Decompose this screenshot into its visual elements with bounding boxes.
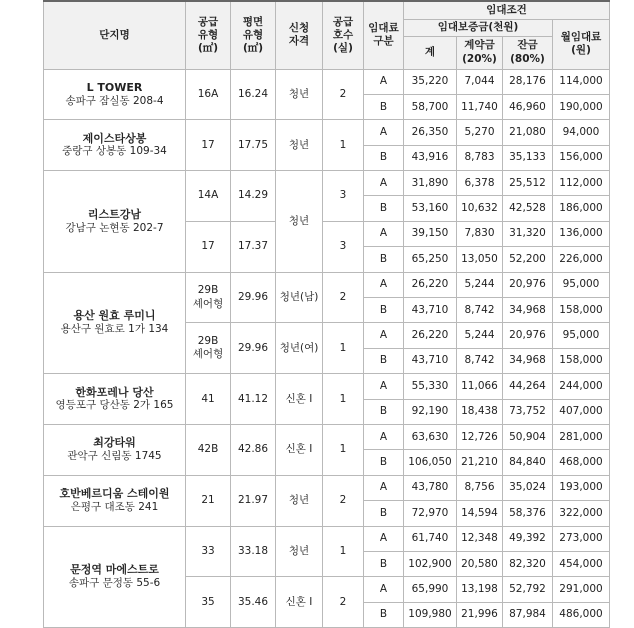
complex-name: 리스트강남 [87, 207, 142, 221]
deposit-total-cell: 39,150 [404, 221, 457, 246]
complex-address: 강남구 논현동 202-7 [65, 221, 164, 234]
balance-cell: 49,392 [503, 526, 553, 551]
monthly-rent-cell: 193,000 [553, 475, 610, 500]
complex-cell [44, 272, 186, 374]
deposit-total-cell: 31,890 [404, 171, 457, 196]
supply-type-cell: 17 [186, 221, 231, 272]
supply-units-cell: 2 [323, 69, 364, 120]
deposit-total-cell: 26,220 [404, 323, 457, 348]
down-payment-cell: 18,438 [457, 399, 503, 424]
deposit-total-cell: 26,220 [404, 272, 457, 297]
area-type-cell: 17.37 [231, 221, 276, 272]
complex-cell [44, 120, 186, 171]
balance-cell: 21,080 [503, 120, 553, 145]
deposit-total-cell: 63,630 [404, 424, 457, 449]
area-type-cell: 16.24 [231, 69, 276, 120]
supply-units-cell: 3 [323, 221, 364, 272]
monthly-rent-cell: 244,000 [553, 374, 610, 399]
monthly-rent-cell: 468,000 [553, 450, 610, 475]
header-deposit: 임대보증금(천원) [404, 19, 553, 36]
balance-cell: 44,264 [503, 374, 553, 399]
supply-type-cell: 33 [186, 526, 231, 577]
deposit-total-cell: 65,990 [404, 577, 457, 602]
balance-cell: 25,512 [503, 171, 553, 196]
area-type-cell: 29.96 [231, 272, 276, 323]
lease-class-cell: B [364, 602, 404, 627]
down-payment-cell: 21,996 [457, 602, 503, 627]
monthly-rent-cell: 407,000 [553, 399, 610, 424]
header-supply-units: 공급 호수 (실) [323, 1, 364, 69]
down-payment-cell: 10,632 [457, 196, 503, 221]
lease-class-cell: A [364, 424, 404, 449]
header-complex: 단지명 [44, 1, 186, 69]
supply-units-cell: 1 [323, 424, 364, 475]
supply-type-cell: 35 [186, 577, 231, 628]
complex-cell [44, 374, 186, 425]
supply-type-cell: 29B 셰어형 [186, 272, 231, 323]
complex-address: 용산구 원효로 1가 134 [60, 323, 169, 336]
complex-address: 영등포구 당산동 2가 165 [55, 399, 174, 412]
deposit-total-cell: 61,740 [404, 526, 457, 551]
header-down-payment: 계약금 (20%) [457, 36, 503, 69]
balance-cell: 35,133 [503, 145, 553, 170]
deposit-total-cell: 109,980 [404, 602, 457, 627]
monthly-rent-cell: 281,000 [553, 424, 610, 449]
balance-cell: 52,200 [503, 247, 553, 272]
down-payment-cell: 8,783 [457, 145, 503, 170]
deposit-total-cell: 43,780 [404, 475, 457, 500]
deposit-total-cell: 43,710 [404, 298, 457, 323]
balance-cell: 50,904 [503, 424, 553, 449]
header-qualification: 신청 자격 [276, 1, 323, 69]
lease-class-cell: B [364, 450, 404, 475]
complex-name: 문정역 마에스트로 [70, 563, 159, 577]
down-payment-cell: 5,244 [457, 323, 503, 348]
monthly-rent-cell: 322,000 [553, 501, 610, 526]
table-row [44, 424, 610, 449]
deposit-total-cell: 43,710 [404, 348, 457, 373]
monthly-rent-cell: 156,000 [553, 145, 610, 170]
monthly-rent-cell: 486,000 [553, 602, 610, 627]
deposit-total-cell: 72,970 [404, 501, 457, 526]
down-payment-cell: 20,580 [457, 551, 503, 576]
balance-cell: 35,024 [503, 475, 553, 500]
lease-class-cell: A [364, 272, 404, 297]
down-payment-cell: 13,198 [457, 577, 503, 602]
deposit-total-cell: 26,350 [404, 120, 457, 145]
lease-class-cell: A [364, 171, 404, 196]
complex-cell [44, 475, 186, 526]
deposit-total-cell: 106,050 [404, 450, 457, 475]
complex-name: 최강타워 [93, 436, 136, 450]
monthly-rent-cell: 94,000 [553, 120, 610, 145]
lease-class-cell: B [364, 196, 404, 221]
complex-name: L TOWER [86, 80, 143, 94]
balance-cell: 20,976 [503, 272, 553, 297]
table-row [44, 120, 610, 145]
lease-class-cell: A [364, 577, 404, 602]
table-row [44, 171, 610, 196]
down-payment-cell: 11,066 [457, 374, 503, 399]
monthly-rent-cell: 95,000 [553, 272, 610, 297]
supply-type-cell: 42B [186, 424, 231, 475]
lease-class-cell: B [364, 551, 404, 576]
lease-class-cell: B [364, 145, 404, 170]
table-row [44, 272, 610, 297]
lease-class-cell: B [364, 501, 404, 526]
deposit-total-cell: 53,160 [404, 196, 457, 221]
down-payment-cell: 8,756 [457, 475, 503, 500]
qualification-cell: 신혼 I [276, 374, 323, 425]
down-payment-cell: 14,594 [457, 501, 503, 526]
deposit-total-cell: 102,900 [404, 551, 457, 576]
header-monthly-rent: 월임대료 (원) [553, 19, 610, 69]
monthly-rent-cell: 273,000 [553, 526, 610, 551]
deposit-total-cell: 92,190 [404, 399, 457, 424]
supply-type-cell: 29B 셰어형 [186, 323, 231, 374]
area-type-cell: 14.29 [231, 171, 276, 222]
supply-units-cell: 2 [323, 272, 364, 323]
complex-cell [44, 171, 186, 273]
header-area-type: 평면 유형 (㎡) [231, 1, 276, 69]
lease-class-cell: A [364, 475, 404, 500]
supply-type-cell: 14A [186, 171, 231, 222]
table-row [44, 69, 610, 94]
complex-cell [44, 69, 186, 120]
lease-class-cell: A [364, 526, 404, 551]
area-type-cell: 17.75 [231, 120, 276, 171]
supply-type-cell: 17 [186, 120, 231, 171]
balance-cell: 20,976 [503, 323, 553, 348]
supply-units-cell: 1 [323, 323, 364, 374]
lease-class-cell: A [364, 374, 404, 399]
lease-conditions-table [43, 0, 610, 628]
header-lease-terms: 임대조건 [404, 1, 610, 19]
monthly-rent-cell: 114,000 [553, 69, 610, 94]
deposit-total-cell: 58,700 [404, 94, 457, 119]
deposit-total-cell: 55,330 [404, 374, 457, 399]
complex-cell [44, 424, 186, 475]
down-payment-cell: 12,348 [457, 526, 503, 551]
down-payment-cell: 5,270 [457, 120, 503, 145]
down-payment-cell: 21,210 [457, 450, 503, 475]
supply-units-cell: 2 [323, 475, 364, 526]
balance-cell: 84,840 [503, 450, 553, 475]
table-row [44, 526, 610, 551]
area-type-cell: 42.86 [231, 424, 276, 475]
down-payment-cell: 7,830 [457, 221, 503, 246]
area-type-cell: 41.12 [231, 374, 276, 425]
balance-cell: 42,528 [503, 196, 553, 221]
lease-class-cell: B [364, 399, 404, 424]
qualification-cell: 청년 [276, 120, 323, 171]
qualification-cell: 청년 [276, 526, 323, 577]
balance-cell: 82,320 [503, 551, 553, 576]
area-type-cell: 29.96 [231, 323, 276, 374]
header-total: 계 [404, 36, 457, 69]
down-payment-cell: 5,244 [457, 272, 503, 297]
complex-address: 중랑구 상봉동 109-34 [62, 145, 167, 158]
balance-cell: 46,960 [503, 94, 553, 119]
supply-units-cell: 1 [323, 120, 364, 171]
lease-class-cell: A [364, 221, 404, 246]
lease-class-cell: B [364, 298, 404, 323]
header-supply-type: 공급 유형 (㎡) [186, 1, 231, 69]
area-type-cell: 33.18 [231, 526, 276, 577]
qualification-cell: 청년 [276, 475, 323, 526]
monthly-rent-cell: 158,000 [553, 298, 610, 323]
balance-cell: 58,376 [503, 501, 553, 526]
deposit-total-cell: 65,250 [404, 247, 457, 272]
lease-class-cell: B [364, 348, 404, 373]
complex-name: 호반베르디움 스테이원 [59, 487, 170, 501]
header-balance: 잔금 (80%) [503, 36, 553, 69]
lease-class-cell: A [364, 69, 404, 94]
supply-units-cell: 3 [323, 171, 364, 222]
lease-class-cell: B [364, 247, 404, 272]
balance-cell: 28,176 [503, 69, 553, 94]
supply-units-cell: 1 [323, 526, 364, 577]
qualification-cell: 청년(여) [276, 323, 323, 374]
table-row [44, 475, 610, 500]
balance-cell: 31,320 [503, 221, 553, 246]
complex-cell [44, 526, 186, 628]
down-payment-cell: 6,378 [457, 171, 503, 196]
supply-type-cell: 16A [186, 69, 231, 120]
table-row [44, 374, 610, 399]
monthly-rent-cell: 454,000 [553, 551, 610, 576]
area-type-cell: 21.97 [231, 475, 276, 526]
qualification-cell: 청년 [276, 171, 323, 273]
lease-class-cell: B [364, 94, 404, 119]
balance-cell: 34,968 [503, 298, 553, 323]
supply-type-cell: 41 [186, 374, 231, 425]
supply-units-cell: 1 [323, 374, 364, 425]
monthly-rent-cell: 291,000 [553, 577, 610, 602]
supply-units-cell: 2 [323, 577, 364, 628]
down-payment-cell: 13,050 [457, 247, 503, 272]
down-payment-cell: 7,044 [457, 69, 503, 94]
monthly-rent-cell: 190,000 [553, 94, 610, 119]
balance-cell: 52,792 [503, 577, 553, 602]
qualification-cell: 신혼 I [276, 424, 323, 475]
complex-name: 한화포레나 당산 [75, 385, 154, 399]
complex-name: 용산 원효 루미니 [73, 309, 156, 323]
qualification-cell: 신혼 I [276, 577, 323, 628]
supply-type-cell: 21 [186, 475, 231, 526]
down-payment-cell: 8,742 [457, 298, 503, 323]
area-type-cell: 35.46 [231, 577, 276, 628]
balance-cell: 73,752 [503, 399, 553, 424]
header-lease-class: 임대료 구분 [364, 1, 404, 69]
monthly-rent-cell: 158,000 [553, 348, 610, 373]
complex-address: 송파구 문정동 55-6 [68, 577, 161, 590]
complex-address: 송파구 잠실동 208-4 [65, 94, 164, 107]
qualification-cell: 청년(남) [276, 272, 323, 323]
complex-address: 은평구 대조동 241 [70, 500, 159, 513]
down-payment-cell: 8,742 [457, 348, 503, 373]
monthly-rent-cell: 226,000 [553, 247, 610, 272]
monthly-rent-cell: 95,000 [553, 323, 610, 348]
lease-class-cell: A [364, 323, 404, 348]
qualification-cell: 청년 [276, 69, 323, 120]
monthly-rent-cell: 136,000 [553, 221, 610, 246]
balance-cell: 34,968 [503, 348, 553, 373]
down-payment-cell: 11,740 [457, 94, 503, 119]
balance-cell: 87,984 [503, 602, 553, 627]
monthly-rent-cell: 112,000 [553, 171, 610, 196]
complex-name: 제이스타상봉 [82, 131, 147, 145]
complex-address: 관악구 신림동 1745 [67, 450, 162, 463]
monthly-rent-cell: 186,000 [553, 196, 610, 221]
deposit-total-cell: 43,916 [404, 145, 457, 170]
deposit-total-cell: 35,220 [404, 69, 457, 94]
lease-class-cell: A [364, 120, 404, 145]
down-payment-cell: 12,726 [457, 424, 503, 449]
